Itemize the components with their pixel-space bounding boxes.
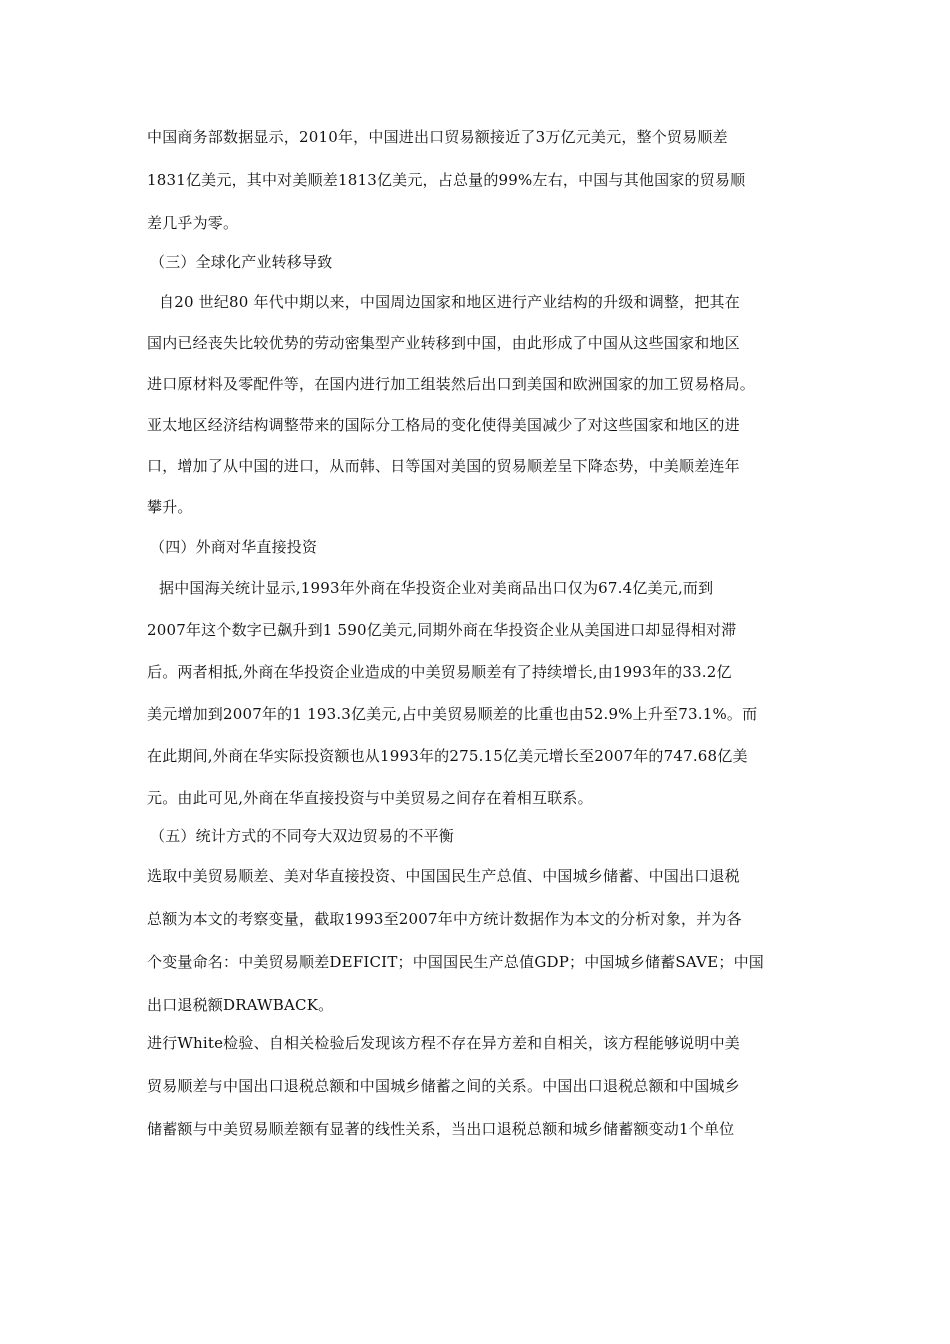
text-line: 自20 世纪80 年代中期以来，中国周边国家和地区进行产业结构的升级和调整，把其在: [159, 293, 740, 311]
text-line: 选取中美贸易顺差、美对华直接投资、中国国民生产总值、中国城乡储蓄、中国出口退税: [147, 867, 740, 885]
text-line: 贸易顺差与中国出口退税总额和中国城乡储蓄之间的关系。中国出口退税总额和中国城乡: [147, 1077, 740, 1095]
text-line: 攀升。: [147, 498, 193, 516]
text-line: 据中国海关统计显示,1993年外商在华投资企业对美商品出口仅为67.4亿美元,而到: [159, 579, 714, 597]
text-line: 2007年这个数字已飙升到1 590亿美元,同期外商在华投资企业从美国进口却显得相对滞: [147, 621, 737, 639]
text-line: 后。两者相抵,外商在华投资企业造成的中美贸易顺差有了持续增长,由1993年的33.2亿: [147, 663, 732, 681]
section-heading-4: （四）外商对华直接投资: [150, 538, 318, 556]
text-line: 在此期间,外商在华实际投资额也从1993年的275.15亿美元增长至2007年的747.68亿美: [147, 747, 748, 765]
text-line: 口，增加了从中国的进口，从而韩、日等国对美国的贸易顺差呈下降态势，中美顺差连年: [147, 457, 740, 475]
text-line: 总额为本文的考察变量，截取1993至2007年中方统计数据作为本文的分析对象，并为各: [147, 910, 742, 928]
text-line: 中国商务部数据显示，2010年，中国进出口贸易额接近了3万亿元美元，整个贸易顺差: [147, 128, 728, 146]
section-heading-3: （三）全球化产业转移导致: [150, 253, 333, 271]
text-line: 出口退税额DRAWBACK。: [147, 996, 334, 1014]
text-line: 进口原材料及零配件等，在国内进行加工组装然后出口到美国和欧洲国家的加工贸易格局。: [147, 375, 756, 393]
text-line: 储蓄额与中美贸易顺差额有显著的线性关系，当出口退税总额和城乡储蓄额变动1个单位: [147, 1120, 735, 1138]
text-line: 1831亿美元，其中对美顺差1813亿美元，占总量的99%左右，中国与其他国家的贸易顺: [147, 171, 746, 189]
section-heading-5: （五）统计方式的不同夸大双边贸易的不平衡: [150, 827, 455, 845]
text-line: 美元增加到2007年的1 193.3亿美元,占中美贸易顺差的比重也由52.9%上升至73.1%。而: [147, 705, 758, 723]
text-line: 个变量命名：中美贸易顺差DEFICIT；中国国民生产总值GDP；中国城乡储蓄SAVE；中国: [147, 953, 764, 971]
text-line: 国内已经丧失比较优势的劳动密集型产业转移到中国，由此形成了中国从这些国家和地区: [147, 334, 740, 352]
text-line: 元。由此可见,外商在华直接投资与中美贸易之间存在着相互联系。: [147, 789, 593, 807]
text-line: 进行White检验、自相关检验后发现该方程不存在异方差和自相关，该方程能够说明中美: [147, 1034, 740, 1052]
text-line: 差几乎为零。: [147, 214, 239, 232]
text-line: 亚太地区经济结构调整带来的国际分工格局的变化使得美国减少了对这些国家和地区的进: [147, 416, 740, 434]
